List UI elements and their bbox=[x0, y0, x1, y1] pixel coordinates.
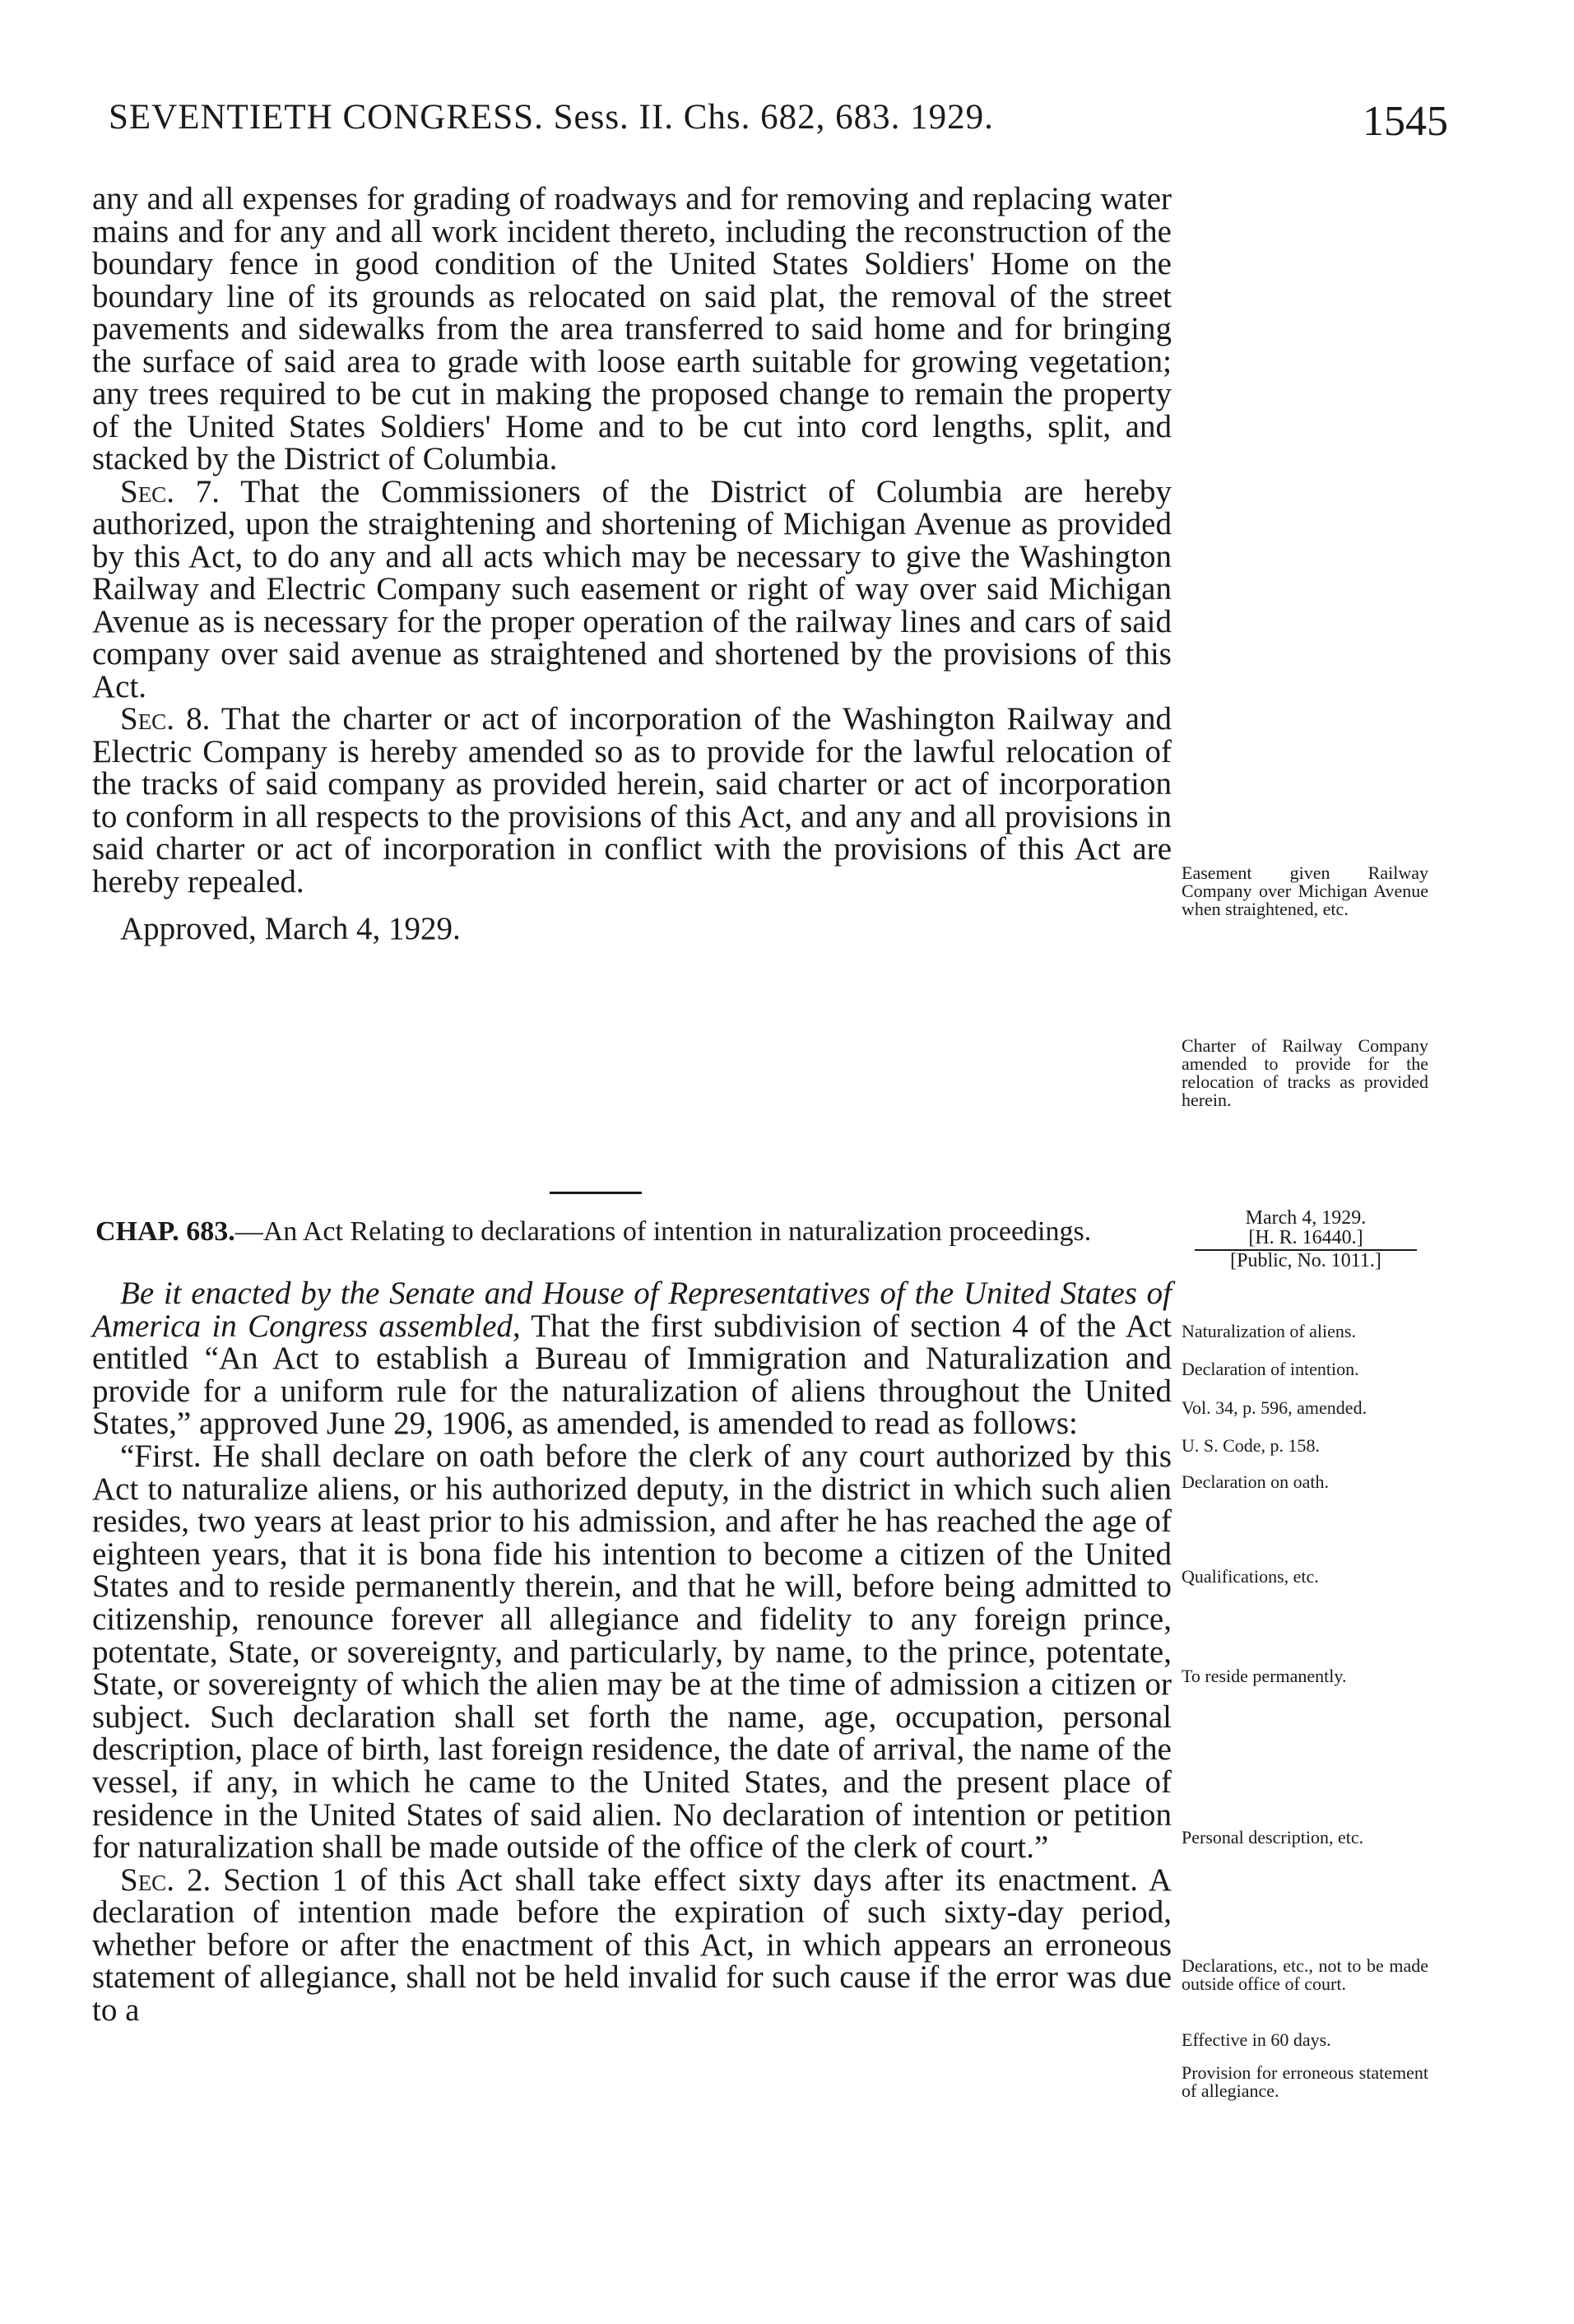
approved-line: Approved, March 4, 1929. bbox=[120, 911, 461, 946]
margin-note-outside: Declarations, etc., not to be made outside office of court. bbox=[1182, 1955, 1428, 1994]
page-header bbox=[99, 82, 1448, 156]
section-8-text: That the charter or act of incorporation of the Washington Railway and Electric Company is hereby amended so as to provide for the lawful relocation of the tracks of said company as provided herein, said charter or act of incorporation to conform in all respects to the provisions of this Act, and any and all provisions in said charter or act of incorporation in conflict with the provisions of this Act are hereby repealed. bbox=[92, 701, 1172, 899]
section-2-text: Section 1 of this Act shall take effect sixty days after its enactment. A declaration of intention made before the expiration of such sixty-day period, whether before or after the enactment of this Act, in which appears an erroneous statement of allegiance, shall not be held invalid for such cause if the error was due to a bbox=[92, 1862, 1172, 2029]
section-7-label: Sec. 7. bbox=[120, 473, 221, 509]
chapter-heading bbox=[95, 1216, 1173, 1248]
section-2-paragraph bbox=[92, 1864, 1172, 2027]
margin-note-effective: Effective in 60 days. bbox=[1182, 2029, 1331, 2050]
margin-note-qualifications: Qualifications, etc. bbox=[1182, 1566, 1319, 1587]
chapter-public-law: [Public, No. 1011.] bbox=[1230, 1250, 1381, 1271]
margin-note-declaration-intention: Declaration of intention. bbox=[1182, 1359, 1359, 1379]
section-8-label: Sec. 8. bbox=[120, 701, 211, 737]
main-text-column bbox=[92, 183, 1172, 946]
chapter-label: CHAP. 683. bbox=[95, 1216, 235, 1247]
margin-note-usc-ref: U. S. Code, p. 158. bbox=[1182, 1435, 1321, 1456]
section-8-paragraph bbox=[92, 703, 1172, 898]
margin-note-oath: Declaration on oath. bbox=[1182, 1471, 1329, 1492]
chapter-title: —An Act Relating to declarations of intention in naturalization proceedings. bbox=[234, 1216, 1092, 1247]
paragraph-1-text: That the first subdivision of section 4 of the Act entitled “An Act to establish a Bureau of Immigration and Naturalization and provide for a uniform rule for the naturalization of aliens throughout the United States,” approved June 29, 1906, as amended, is amended to read as follows: bbox=[92, 1308, 1172, 1442]
continuation-paragraph: any and all expenses for grading of roadways and for removing and replacing water mains and for any and all work incident thereto, including the reconstruction of the boundary fence in good condition of the United States Soldiers' Home on the boundary line of its grounds as relocated on said plat, the removal of the street pavements and sidewalks from the area transferred to said home and for bringing the surface of said area to grade with loose earth suitable for growing vegetation; any trees required to be cut in making the proposed change to remain the property of the United States Soldiers' Home and to be cut into cord lengths, split, and stacked by the District of Columbia. bbox=[92, 181, 1172, 476]
section-7-paragraph bbox=[92, 473, 1172, 704]
margin-note-personal: Personal description, etc. bbox=[1182, 1827, 1364, 1848]
section-7-text: That the Commissioners of the District of Columbia are hereby authorized, upon the straightening and shortening of Michigan Avenue as provided by this Act, to do any and all acts which may be necessary to give the Washington Railway and Electric Company such easement or right of way over said Michigan Avenue as is necessary for the proper operation of the railway lines and cars of said company over said avenue as straightened and shortened by the provisions of this Act. bbox=[92, 473, 1172, 704]
chapter-reference bbox=[1195, 1208, 1417, 1271]
enacting-paragraph bbox=[92, 1277, 1172, 1440]
section-2-label: Sec. 2. bbox=[120, 1862, 211, 1898]
chapter-divider bbox=[550, 1192, 642, 1194]
margin-note-vol-ref: Vol. 34, p. 596, amended. bbox=[1182, 1397, 1367, 1418]
running-head: SEVENTIETH CONGRESS. Sess. II. Chs. 682, 683. 1929. bbox=[109, 98, 994, 137]
margin-note-charter: Charter of Railway Company amended to provide for the relocation of tracks as provided herein. bbox=[1182, 1035, 1428, 1110]
margin-note-reside: To reside permanently. bbox=[1182, 1666, 1347, 1686]
margin-note-erroneous: Provision for erroneous statement of allegiance. bbox=[1182, 2062, 1428, 2101]
margin-note-naturalization: Naturalization of aliens. bbox=[1182, 1321, 1356, 1341]
chapter-date: March 4, 1929. bbox=[1245, 1207, 1367, 1229]
chapter-body bbox=[92, 1277, 1172, 2027]
chapter-bill: [H. R. 16440.] bbox=[1195, 1228, 1417, 1251]
page-number: 1545 bbox=[1363, 98, 1448, 145]
enacting-clause: Be it enacted by the Senate and House of Representatives of the United States of America in Congress assembled, bbox=[92, 1276, 1172, 1344]
paragraph-first: “First. He shall declare on oath before the clerk of any court authorized by this Act to naturalize aliens, or his authorized deputy, in the district in which such alien resides, two years at least prior to his admission, and after he has reached the age of eighteen years, that it is bona fide his intention to become a citizen of the United States and to reside permanently therein, and that he will, before being admitted to citizenship, renounce forever all allegiance and fidelity to any foreign prince, potentate, State, or sovereignty, and particularly, by name, to the prince, potentate, State, or sovereignty of which the alien may be at the time of admission a citizen or subject. Such declaration shall set forth the name, age, occupation, personal description, place of birth, last foreign residence, the date of arrival, the name of the vessel, if any, in which he came to the United States, and the present place of residence in the United States of said alien. No declaration of intention or petition for naturalization shall be made outside of the office of the clerk of court.” bbox=[92, 1438, 1172, 1866]
margin-note-easement: Easement given Railway Company over Michigan Avenue when straightened, etc. bbox=[1182, 862, 1428, 919]
